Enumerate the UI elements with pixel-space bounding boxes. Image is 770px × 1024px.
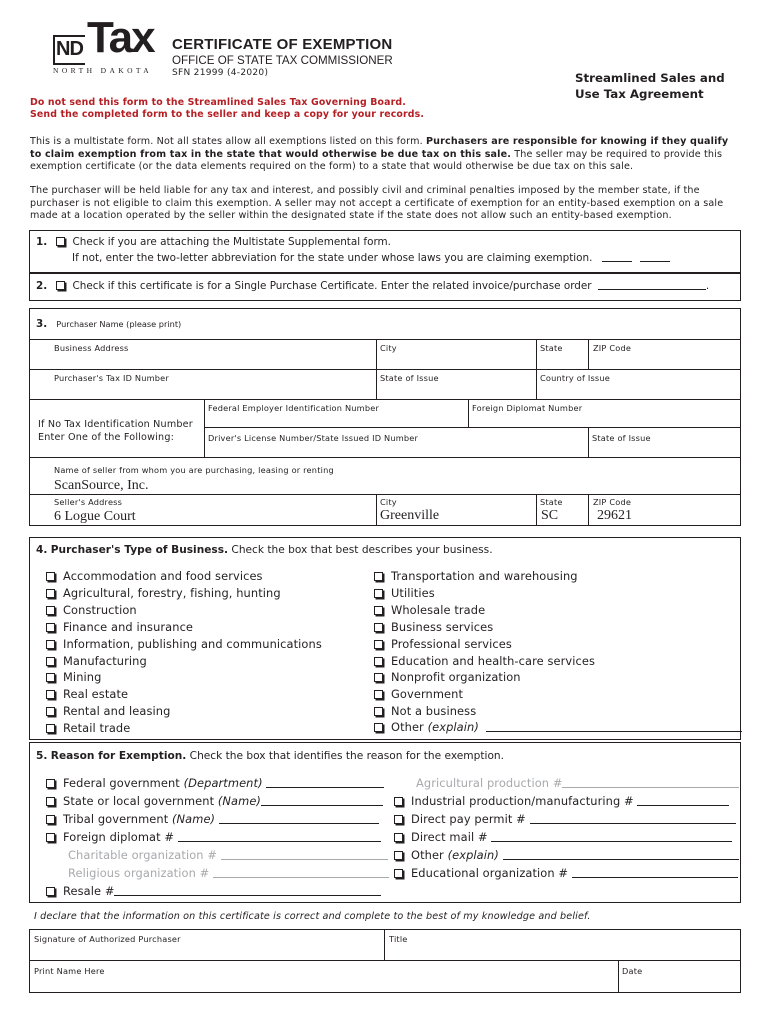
religious-label: Religious organization #: [68, 866, 210, 880]
section5-instruction: Check the box that identifies the reason for the exemption.: [186, 750, 505, 762]
direct-mail-label: Direct mail #: [411, 830, 488, 844]
business-type-checkbox[interactable]: [374, 589, 383, 598]
educational-label: Educational organization #: [411, 866, 569, 880]
business-type-option[interactable]: [374, 654, 595, 668]
logo-nd: ND: [56, 38, 83, 60]
direct-mail-checkbox[interactable]: [394, 833, 403, 842]
direct-pay-field[interactable]: [530, 823, 736, 824]
business-type-option[interactable]: [374, 637, 512, 651]
business-city-label: City: [380, 343, 397, 353]
row-divider: [204, 427, 741, 428]
row-divider: [29, 369, 741, 370]
section1-line: [36, 236, 391, 248]
tribal-label: Tribal government: [63, 812, 172, 826]
section4-instruction: Check the box that best describes your business.: [228, 544, 493, 556]
business-type-label: Agricultural, forestry, fishing, hunting: [63, 585, 281, 600]
business-type-checkbox[interactable]: [374, 690, 383, 699]
intro-p1-b: Purchasers are responsible for knowing if they qualify to claim exemption from tax in the state that would otherwise be due tax on this sale.: [30, 136, 729, 160]
section1-subline: [72, 252, 670, 264]
business-type-label: Utilities: [391, 585, 435, 600]
business-type-checkbox[interactable]: [374, 707, 383, 716]
business-type-checkbox[interactable]: [374, 640, 383, 649]
print-name-label: Print Name Here: [34, 966, 105, 976]
business-other-explain: (explain): [427, 720, 479, 734]
reason-other-label: Other: [411, 848, 448, 862]
row-divider: [29, 494, 741, 495]
country-of-issue-label: Country of Issue: [540, 373, 610, 383]
seller-city-label: City: [380, 497, 397, 507]
section5-num: 5.: [36, 750, 48, 762]
reason-state-local[interactable]: [46, 794, 383, 808]
logo-state: NORTH DAKOTA: [53, 66, 153, 75]
business-other-option[interactable]: [374, 720, 742, 734]
tax-id-label: Purchaser's Tax ID Number: [54, 373, 169, 383]
reason-foreign-diplomat[interactable]: [46, 830, 381, 844]
business-type-checkbox[interactable]: [374, 657, 383, 666]
intro-paragraph-2: The purchaser will be held liable for any tax and interest, and possibly civil and criminal penalties imposed by the member state, if the purchaser is not eligible to claim this exemption. A seller may not accept a certificate of exemption for an entity-based exemption on a sale made at a location operated by the seller within the designated state if the state does not allow such an entity-based exemption.: [30, 185, 724, 221]
business-type-label: Government: [391, 687, 464, 702]
business-address-label: Business Address: [54, 343, 129, 353]
tax-id-state-of-issue-label: State of Issue: [380, 373, 439, 383]
business-type-option[interactable]: [46, 620, 193, 634]
section2-num: 2.: [36, 280, 48, 292]
agricultural-field: [562, 787, 739, 788]
business-type-option[interactable]: [46, 637, 322, 651]
business-type-checkbox[interactable]: [46, 589, 55, 598]
religious-field: [213, 877, 389, 878]
business-type-option[interactable]: [46, 670, 101, 684]
business-type-option[interactable]: [374, 586, 435, 600]
foreign-diplomat-number-label: Foreign Diplomat Number: [472, 403, 583, 413]
col-divider: [588, 494, 589, 526]
no-tax-id-line2: Enter One of the Following:: [38, 431, 175, 443]
federal-field[interactable]: [266, 787, 384, 788]
form-title: CERTIFICATE OF EXEMPTION: [172, 36, 393, 53]
business-type-label: Construction: [63, 602, 137, 617]
date-label: Date: [622, 966, 643, 976]
business-type-checkbox[interactable]: [46, 673, 55, 682]
seller-city-value[interactable]: Greenville: [380, 508, 440, 523]
row-divider: [29, 960, 741, 961]
business-type-label: Not a business: [391, 704, 477, 719]
agreement-line1: Streamlined Sales and: [575, 71, 725, 85]
reason-other-checkbox[interactable]: [394, 851, 403, 860]
section5-title: Reason for Exemption.: [50, 750, 187, 762]
business-type-label: Manufacturing: [63, 653, 147, 668]
date-field[interactable]: [619, 976, 740, 992]
business-type-label: Mining: [63, 670, 102, 685]
drivers-license-label: Driver's License Number/State Issued ID Number: [208, 433, 419, 443]
seller-name-label: Name of seller from whom you are purchasing, leasing or renting: [54, 465, 334, 475]
federal-label: Federal government: [63, 776, 184, 790]
section4-title: Purchaser's Type of Business.: [50, 544, 229, 556]
business-type-label: Wholesale trade: [391, 602, 486, 617]
business-type-option[interactable]: [374, 569, 578, 583]
row-divider: [29, 457, 741, 458]
industrial-label: Industrial production/manufacturing #: [411, 794, 634, 808]
invoice-number-field[interactable]: [598, 289, 706, 290]
foreign-diplomat-label: Foreign diplomat #: [63, 830, 175, 844]
business-type-checkbox[interactable]: [46, 623, 55, 632]
business-type-checkbox[interactable]: [374, 572, 383, 581]
state-local-checkbox[interactable]: [46, 797, 55, 806]
business-type-option[interactable]: [374, 603, 485, 617]
business-other-checkbox[interactable]: [374, 723, 383, 732]
business-type-checkbox[interactable]: [374, 673, 383, 682]
business-type-checkbox[interactable]: [46, 572, 55, 581]
business-type-option[interactable]: [46, 721, 130, 735]
business-type-label: Information, publishing and communications: [63, 636, 322, 651]
warning-text: [30, 97, 424, 121]
charitable-label: Charitable organization #: [68, 848, 217, 862]
business-type-option[interactable]: [374, 704, 476, 718]
col-divider: [376, 339, 377, 369]
reason-tribal[interactable]: [46, 812, 379, 826]
business-type-label: Rental and leasing: [63, 704, 171, 719]
reason-charitable: [68, 848, 388, 862]
no-tax-id-note: [38, 419, 193, 444]
warning-line2: Send the completed form to the seller and keep a copy for your records.: [30, 109, 425, 120]
tribal-field[interactable]: [219, 823, 379, 824]
reason-agricultural: [416, 776, 739, 790]
reason-federal[interactable]: [46, 776, 384, 790]
reason-other-field[interactable]: [503, 859, 739, 860]
intro-paragraph-1: [30, 136, 742, 174]
business-type-label: Real estate: [63, 687, 129, 702]
business-type-checkbox[interactable]: [46, 707, 55, 716]
section2-trail: .: [705, 280, 710, 292]
business-type-option[interactable]: [46, 569, 263, 583]
federal-checkbox[interactable]: [46, 779, 55, 788]
no-tax-id-line1: If No Tax Identification Number: [38, 419, 193, 430]
fein-label: Federal Employer Identification Number: [208, 403, 380, 413]
title-field[interactable]: [385, 944, 740, 959]
seller-zip-value[interactable]: 29621: [597, 508, 632, 523]
business-zip-label: ZIP Code: [593, 343, 632, 353]
row-divider: [29, 339, 741, 340]
reason-educational[interactable]: [394, 866, 738, 880]
direct-mail-field[interactable]: [491, 841, 732, 842]
business-type-checkbox[interactable]: [374, 606, 383, 615]
agricultural-label: Agricultural production #: [416, 776, 563, 790]
col-divider: [468, 399, 469, 427]
business-type-option[interactable]: [46, 654, 147, 668]
seller-name-value[interactable]: ScanSource, Inc.: [54, 478, 149, 493]
reason-direct-pay[interactable]: [394, 812, 736, 826]
business-type-label: Professional services: [391, 636, 512, 651]
state-local-field[interactable]: [261, 805, 383, 806]
seller-state-label: State: [540, 497, 563, 507]
business-type-checkbox[interactable]: [46, 657, 55, 666]
federal-note: (Department): [183, 776, 263, 790]
reason-direct-mail[interactable]: [394, 830, 732, 844]
purchaser-name-label: Purchaser Name (please print): [56, 319, 182, 329]
business-type-option[interactable]: [46, 603, 137, 617]
tribal-checkbox[interactable]: [46, 815, 55, 824]
single-purchase-checkbox[interactable]: [56, 281, 65, 290]
resale-field[interactable]: [114, 895, 381, 896]
seller-state-value[interactable]: SC: [541, 508, 559, 523]
business-state-label: State: [540, 343, 563, 353]
state-local-label: State or local government: [63, 794, 218, 808]
business-type-checkbox[interactable]: [46, 724, 55, 733]
section2-line: [36, 280, 709, 292]
business-type-label: Finance and insurance: [63, 619, 194, 634]
reason-other-note: (explain): [447, 848, 499, 862]
agreement-line2: Use Tax Agreement: [575, 87, 704, 101]
col-divider: [376, 494, 377, 526]
business-type-option[interactable]: [374, 670, 521, 684]
industrial-checkbox[interactable]: [394, 797, 403, 806]
business-type-option[interactable]: [374, 687, 463, 701]
col-divider: [204, 399, 205, 457]
business-type-option[interactable]: [46, 687, 128, 701]
seller-address-value[interactable]: 6 Logue Court: [54, 509, 136, 524]
seller-zip-label: ZIP Code: [593, 497, 632, 507]
reason-resale[interactable]: [46, 884, 381, 898]
business-type-checkbox[interactable]: [374, 623, 383, 632]
business-type-checkbox[interactable]: [46, 606, 55, 615]
educational-field[interactable]: [572, 877, 738, 878]
educational-checkbox[interactable]: [394, 869, 403, 878]
col-divider: [588, 339, 589, 369]
office-name: OFFICE OF STATE TAX COMMISSIONER: [172, 54, 393, 67]
reason-industrial[interactable]: [394, 794, 729, 808]
reason-other[interactable]: [394, 848, 739, 862]
industrial-field[interactable]: [637, 805, 729, 806]
business-other-field[interactable]: [486, 731, 742, 732]
foreign-diplomat-field[interactable]: [178, 841, 381, 842]
business-type-label: Transportation and warehousing: [391, 569, 578, 583]
warning-line1: Do not send this form to the Streamlined Sales Tax Governing Board.: [30, 97, 406, 108]
direct-pay-checkbox[interactable]: [394, 815, 403, 824]
business-type-option[interactable]: [46, 704, 170, 718]
direct-pay-label: Direct pay permit #: [411, 812, 526, 826]
business-type-checkbox[interactable]: [46, 690, 55, 699]
signature-field[interactable]: [30, 944, 383, 959]
intro-p1-a: This is a multistate form. Not all states allow all exemptions listed on this form.: [30, 136, 426, 147]
col-divider: [536, 494, 537, 526]
section1-text: Check if you are attaching the Multistate Supplemental form.: [72, 236, 391, 248]
business-type-label: Accommodation and food services: [63, 569, 263, 583]
signature-label: Signature of Authorized Purchaser: [34, 934, 181, 944]
business-type-label: Business services: [391, 619, 494, 634]
business-type-option[interactable]: [374, 620, 493, 634]
print-name-field[interactable]: [30, 976, 617, 992]
charitable-field: [221, 859, 388, 860]
nd-tax-logo: [50, 13, 160, 76]
business-other-label: Other: [391, 720, 424, 734]
business-type-label: Retail trade: [63, 721, 131, 736]
resale-checkbox[interactable]: [46, 887, 55, 896]
dl-state-of-issue-label: State of Issue: [592, 433, 651, 443]
section2-text: Check if this certificate is for a Single Purchase Certificate. Enter the related invoice/purchase order: [72, 280, 592, 292]
resale-label: Resale #: [63, 884, 115, 898]
business-type-label: Nonprofit organization: [391, 670, 521, 685]
state-abbrev-field-2[interactable]: [640, 261, 670, 262]
intro-p1-c: The seller may be required to provide this exemption certificate (or the data elements required on the form) to a state that would otherwise be due tax on this sale.: [30, 148, 723, 172]
col-divider: [588, 427, 589, 457]
col-divider: [376, 369, 377, 399]
business-type-option[interactable]: [46, 586, 281, 600]
section1-subtext: If not, enter the two-letter abbreviation for the state under whose laws you are claiming exemption.: [72, 252, 593, 264]
section1-num: 1.: [36, 236, 48, 248]
state-abbrev-field-1[interactable]: [602, 261, 632, 262]
business-type-label: Education and health-care services: [391, 653, 595, 668]
state-local-note: (Name): [217, 794, 261, 808]
declaration-text: I declare that the information on this certificate is correct and complete to the best of my knowledge and belief.: [34, 911, 591, 922]
form-number: SFN 21999 (4-2020): [172, 68, 269, 78]
logo-tax: Tax: [87, 13, 154, 62]
row-divider: [29, 399, 741, 400]
section3-num: 3.: [36, 318, 48, 330]
title-label: Title: [389, 934, 408, 944]
purchaser-name-field[interactable]: [30, 322, 740, 338]
tribal-note: (Name): [172, 812, 216, 826]
agreement-title: [575, 70, 725, 102]
section4-header: [36, 544, 493, 556]
attach-supplemental-checkbox[interactable]: [56, 237, 65, 246]
foreign-diplomat-checkbox[interactable]: [46, 833, 55, 842]
section4-num: 4.: [36, 544, 48, 556]
seller-address-label: Seller's Address: [54, 497, 123, 507]
business-type-checkbox[interactable]: [46, 640, 55, 649]
reason-religious: [68, 866, 389, 880]
section5-header: [36, 750, 504, 762]
